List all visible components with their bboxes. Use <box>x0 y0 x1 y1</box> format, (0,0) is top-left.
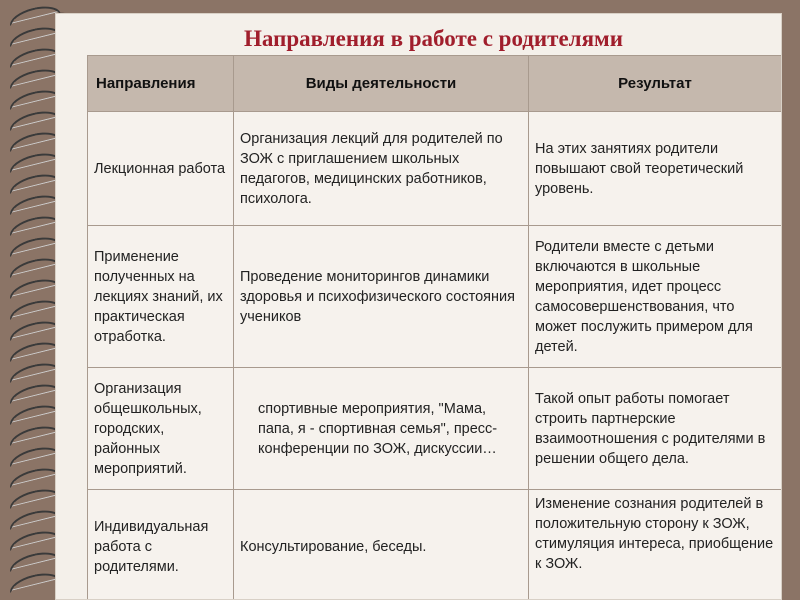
spiral-wire <box>7 506 60 530</box>
spiral-wire <box>7 464 60 488</box>
spiral-wire <box>7 212 60 236</box>
spiral-wire <box>7 254 60 278</box>
spiral-wire <box>7 149 60 173</box>
table-header-row <box>88 56 782 112</box>
header-result: Результат <box>529 56 782 112</box>
spiral-wire <box>7 338 60 362</box>
cell-activities: Организация лекций для родителей по ЗОЖ с приглашением школьных педагогов, медицинских работников, психолога. <box>234 112 529 226</box>
spiral-wire <box>7 191 60 215</box>
cell-result: На этих занятиях родители повышают свой теоретический уровень. <box>529 112 782 226</box>
spiral-wire <box>7 485 60 509</box>
cell-direction: Индивидуальная работа с родителями. <box>88 490 234 600</box>
spiral-wire <box>7 128 60 152</box>
spiral-wire <box>7 527 60 551</box>
cell-result: Родители вместе с детьми включаются в школьные мероприятия, идет процесс самосовершенствования, что может послужить примером для детей. <box>529 226 782 368</box>
cell-activities: Проведение мониторингов динамики здоровья и психофизического состояния учеников <box>234 226 529 368</box>
table-row <box>88 226 782 368</box>
table-row <box>88 490 782 600</box>
header-directions: Направления <box>88 56 234 112</box>
table-row <box>88 112 782 226</box>
directions-table <box>87 55 782 600</box>
slide <box>55 13 782 600</box>
spiral-wire <box>7 170 60 194</box>
spiral-wire <box>7 23 60 47</box>
spiral-wire <box>7 569 60 593</box>
cell-result: Изменение сознания родителей в положительную сторону к ЗОЖ, стимуляция интереса, приобщение к ЗОЖ. <box>529 490 782 600</box>
spiral-wire <box>7 359 60 383</box>
header-activities: Виды деятельности <box>234 56 529 112</box>
spiral-wire <box>7 380 60 404</box>
cell-activities-text: спортивные мероприятия, "Мама, папа, я - спортивная семья", пресс-конференции по ЗОЖ, дискуссии… <box>258 400 498 457</box>
spiral-wire <box>7 233 60 257</box>
spiral-wire <box>7 44 60 68</box>
cell-activities <box>234 368 529 490</box>
cell-result: Такой опыт работы помогает строить партнерские взаимоотношения с родителями в решении общего дела. <box>529 368 782 490</box>
cell-direction: Лекционная работа <box>88 112 234 226</box>
cell-direction: Применение полученных на лекциях знаний, их практическая отработка. <box>88 226 234 368</box>
spiral-wire <box>7 548 60 572</box>
spiral-wire <box>7 443 60 467</box>
spiral-wire <box>7 86 60 110</box>
cell-activities: Консультирование, беседы. <box>234 490 529 600</box>
spiral-wire <box>7 107 60 131</box>
spiral-wire <box>7 2 60 26</box>
cell-direction: Организация общешкольных, городских, районных мероприятий. <box>88 368 234 490</box>
spiral-wire <box>7 422 60 446</box>
spiral-wire <box>7 401 60 425</box>
page-title: Направления в работе с родителями <box>244 26 623 51</box>
spiral-wire <box>7 65 60 89</box>
spiral-wire <box>7 317 60 341</box>
spiral-wire <box>7 275 60 299</box>
table-row <box>88 368 782 490</box>
spiral-wire <box>7 296 60 320</box>
